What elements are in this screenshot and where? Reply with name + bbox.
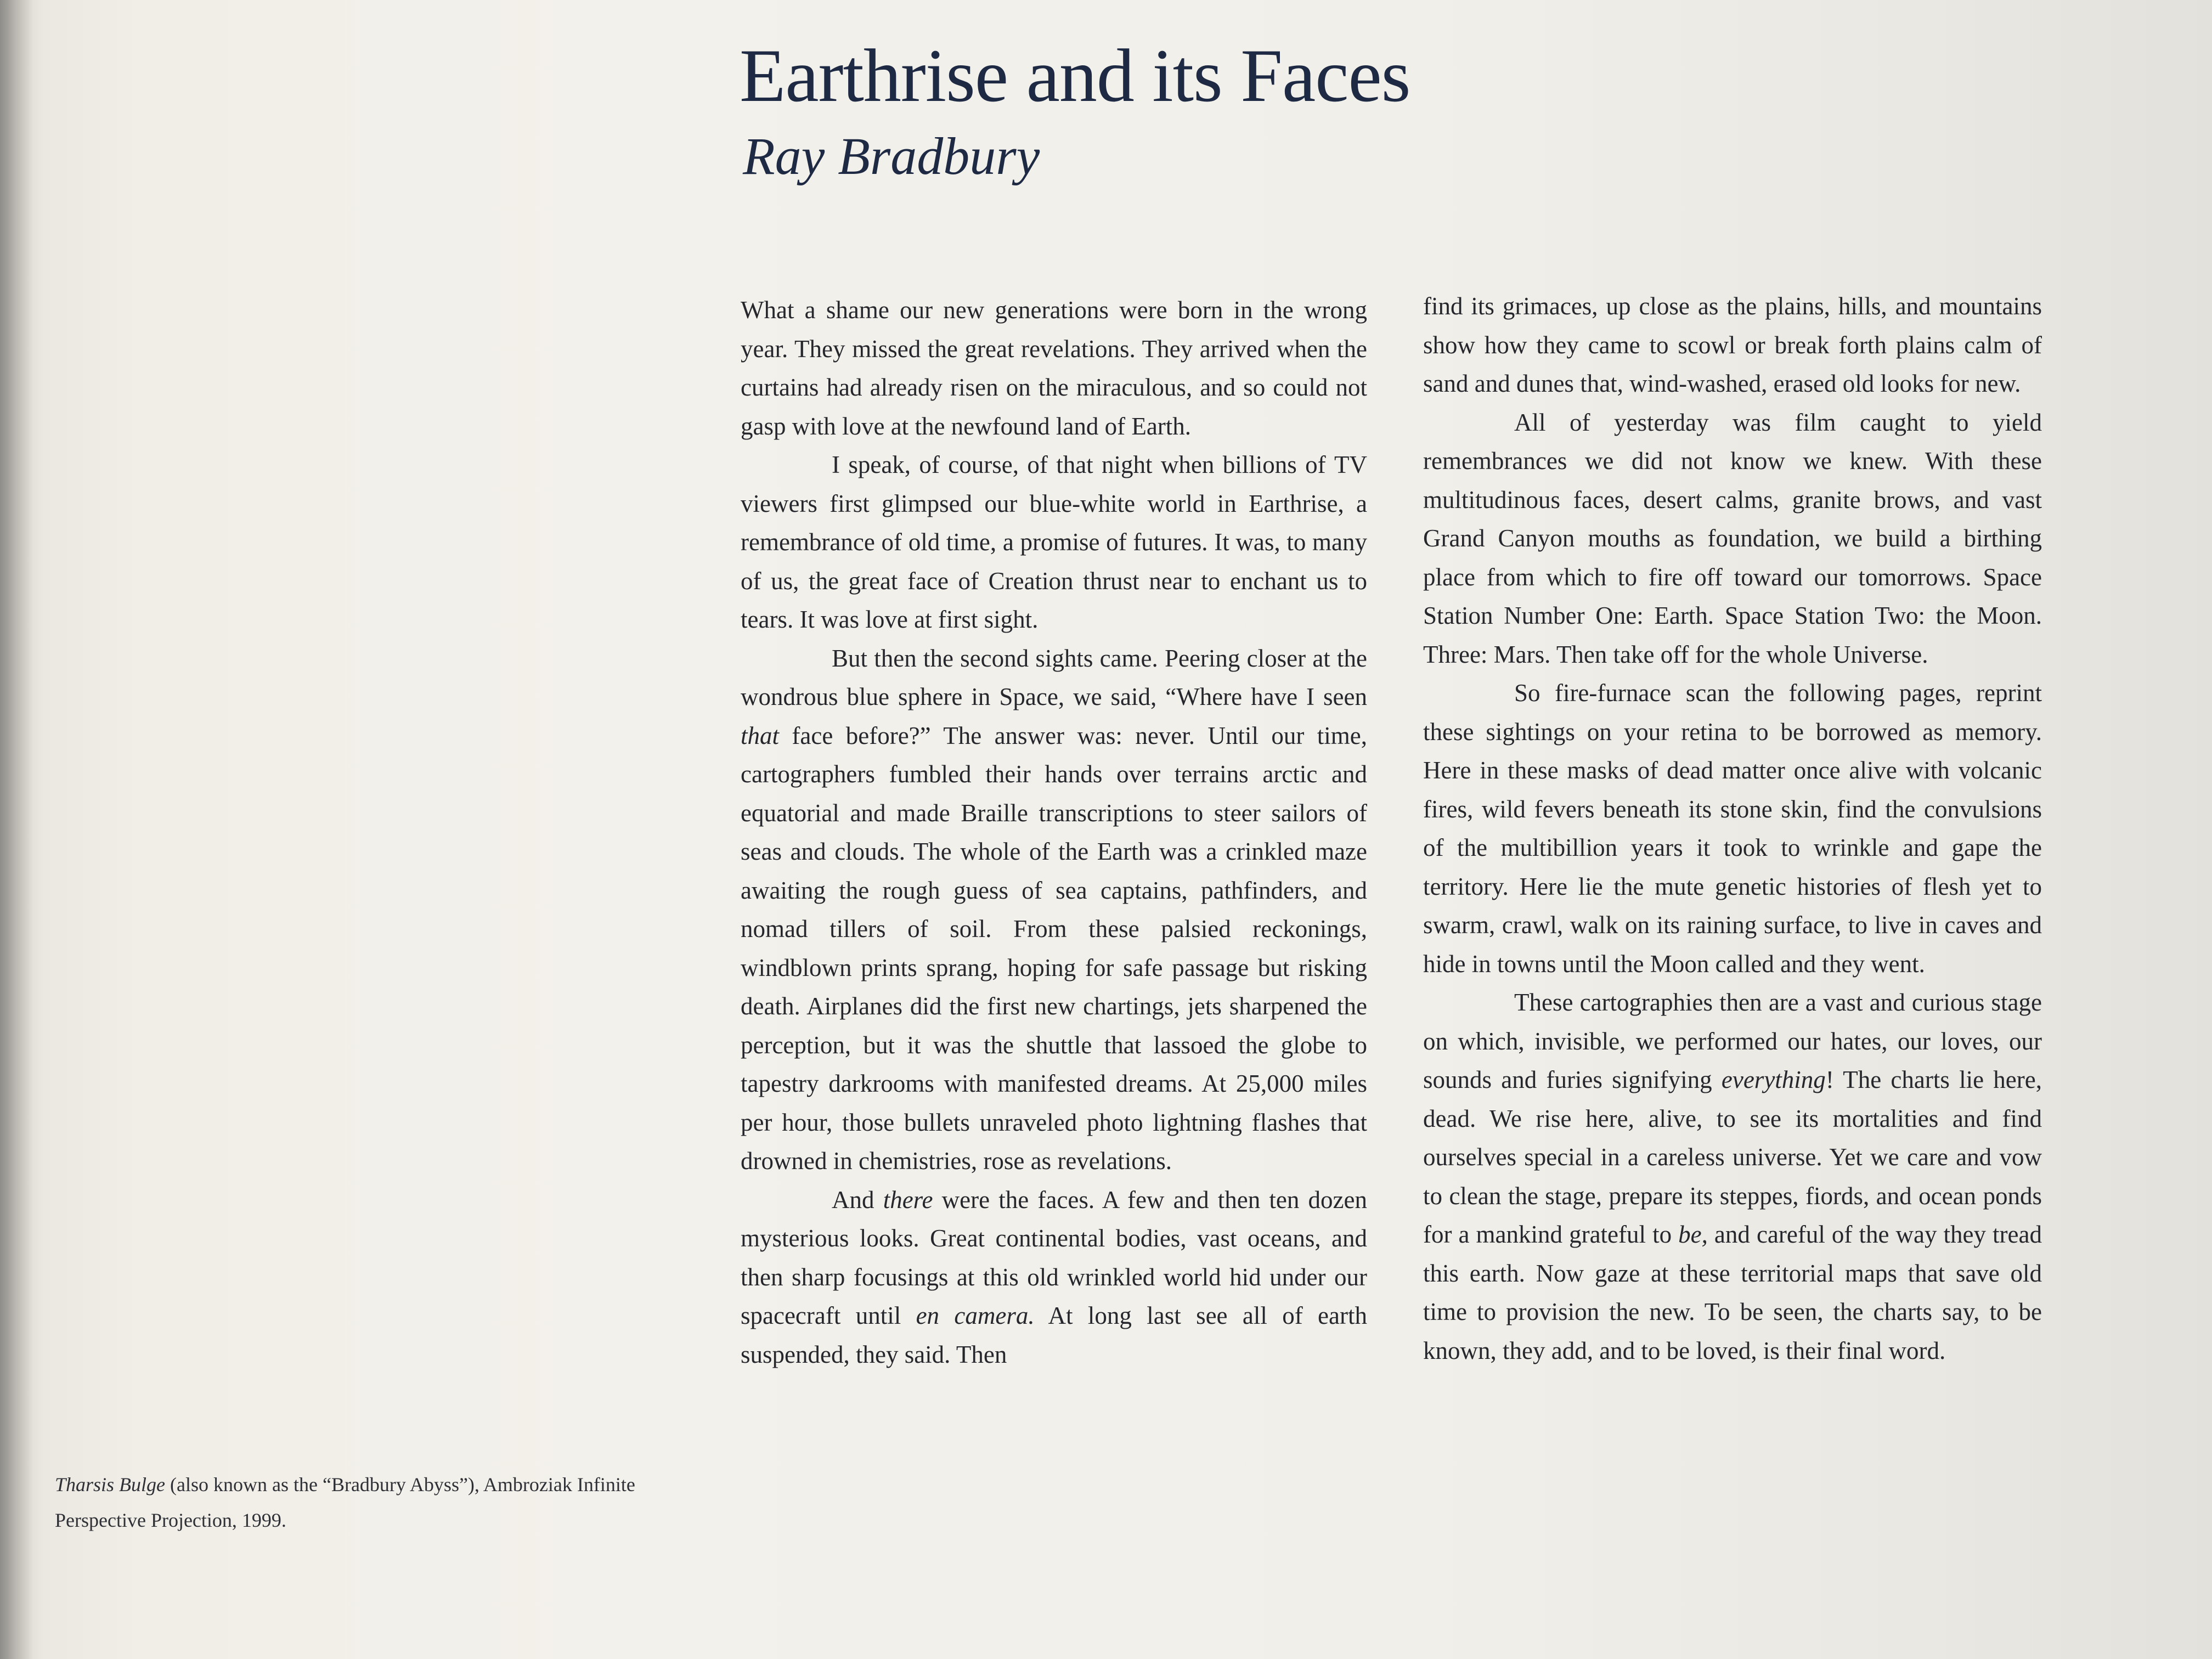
paragraph: find its grimaces, up close as the plains, hills, and mountains show how they came to scowl or break forth plains calm of sand and dunes that, wind-washed, erased old looks for new. (1423, 292, 2042, 397)
paragraph: I speak, of course, of that night when billions of TV viewers first glimpsed our blue-white world in Earthrise, a remembrance of old time, a promise of futures. It was, to many of us, the great face of Creation thrust near to enchant us to tears. It was love at first sight. (741, 451, 1367, 633)
page-gutter-shadow (0, 0, 33, 1659)
image-caption: Tharsis Bulge (also known as the “Bradbury Abyss”), Ambroziak Infinite Perspective Projection, 1999. (55, 1474, 635, 1531)
text-column-right (1423, 287, 2042, 1370)
paragraph: But then the second sights came. Peering closer at the wondrous blue sphere in Space, we said, “Where have I seen that face before?” The answer was: never. Until our time, cartographers fumbled their hands over terrains arctic and equatorial and made Braille transcriptions to steer sailors of seas and clouds. The whole of the Earth was a crinkled maze awaiting the rough guess of sea captains, pathfinders, and nomad tillers of soil. From these palsied reckonings, windblown prints sprang, hoping for safe passage but risking death. Airplanes did the first new chartings, jets sharpened the perception, but it was the shuttle that lassoed the globe to tapestry darkrooms with manifested dreams. At 25,000 miles per hour, those bullets unraveled photo lightning flashes that drowned in chemistries, rose as revelations. (741, 644, 1367, 1175)
text-column-left (741, 291, 1367, 1374)
article-author: Ray Bradbury (743, 127, 1040, 185)
article-title: Earthrise and its Faces (740, 33, 1410, 117)
paragraph: All of yesterday was film caught to yield remembrances we did not know we knew. With these multitudinous faces, desert calms, granite brows, and vast Grand Canyon mouths as foundation, we build a birthing place from which to fire off toward our tomorrows. Space Station Number One: Earth. Space Station Two: the Moon. Three: Mars. Then take off for the whole Universe. (1423, 408, 2042, 668)
paragraph: So fire-furnace scan the following pages, reprint these sightings on your retina to be borrowed as memory. Here in these masks of dead matter once alive with volcanic fires, wild fevers beneath its stone skin, find the convulsions of the multibillion years it took to wrinkle and gape the territory. Here lie the mute genetic histories of flesh yet to swarm, crawl, walk on its raining surface, to live in caves and hide in towns until the Moon called and they went. (1423, 679, 2042, 978)
paragraph: And there were the faces. A few and then ten dozen mysterious looks. Great continental bodies, vast oceans, and then sharp focusings at this old wrinkled world hid under our spacecraft until en camera. At long last see all of earth suspended, they said. Then (741, 1186, 1368, 1368)
paragraph: These cartographies then are a vast and curious stage on which, invisible, we performed our hates, our loves, our sounds and furies signifying everything! The charts lie here, dead. We rise here, alive, to see its mortalities and find ourselves special in a careless universe. Yet we care and vow to clean the stage, prepare its steppes, fiords, and ocean ponds for a mankind grateful to be, and careful of the way they tread this earth. Now gaze at these territorial maps that save old time to provision the new. To be seen, the charts say, to be known, they add, and to be loved, is their final word. (1423, 989, 2042, 1364)
paragraph: What a shame our new generations were born in the wrong year. They missed the great revelations. They arrived when the curtains had already risen on the miraculous, and so could not gasp with love at the newfound land of Earth. (741, 296, 1367, 440)
